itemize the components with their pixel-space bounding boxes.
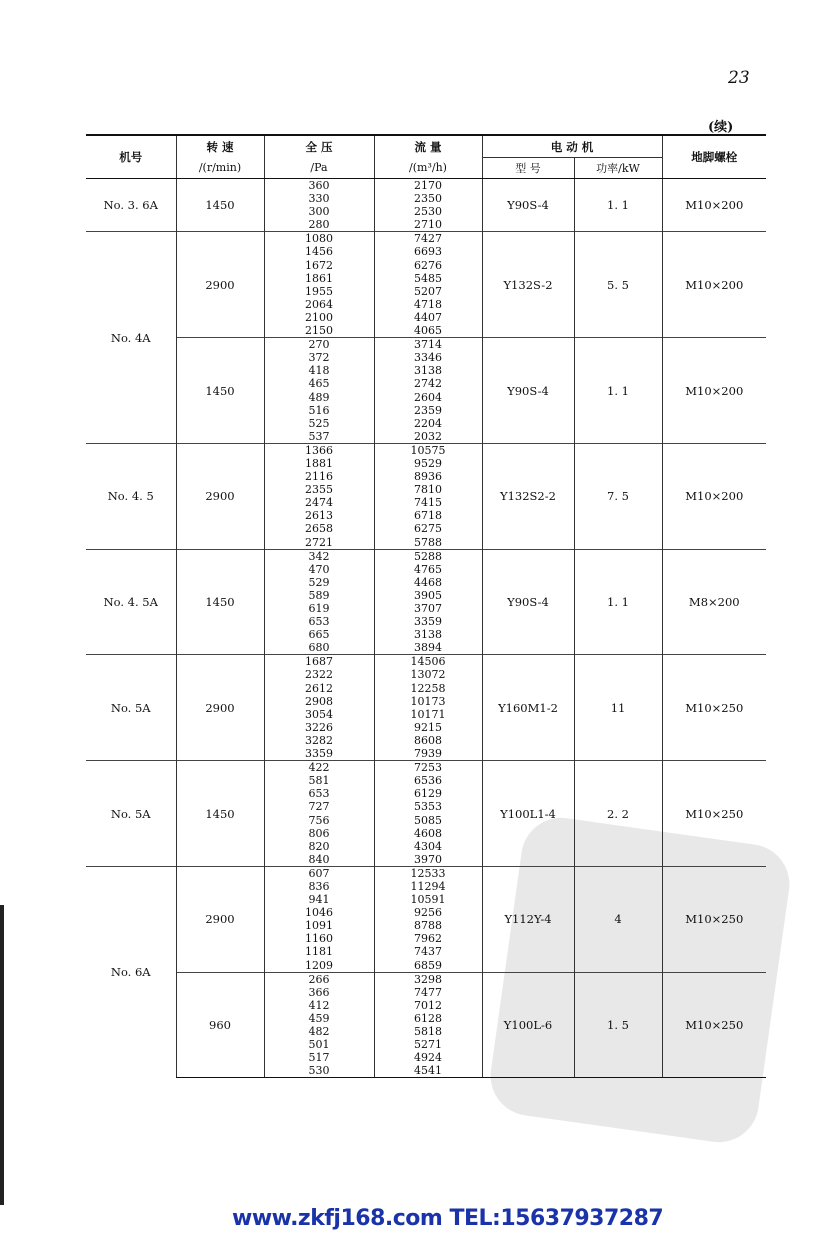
pressure-value: 516	[308, 403, 330, 417]
table-row	[86, 761, 766, 867]
flow-value: 3905	[414, 588, 442, 602]
flow-value: 11294	[410, 879, 446, 893]
pressure-value: 1046	[305, 906, 333, 920]
pressure-value: 1091	[305, 919, 333, 933]
flow-value: 10575	[410, 443, 446, 457]
pressure-value: 1080	[305, 232, 333, 246]
pressure-value: 3282	[305, 733, 333, 747]
flow-list	[374, 443, 482, 549]
pressure-value: 2100	[305, 310, 333, 324]
motor-power-cell: 1. 5	[574, 972, 662, 1078]
pressure-value: 2150	[305, 324, 333, 338]
pressure-value: 2116	[305, 470, 333, 484]
pressure-list	[264, 655, 374, 761]
flow-value: 4541	[414, 1064, 442, 1078]
pressure-list	[264, 179, 374, 232]
pressure-value: 1861	[305, 271, 333, 285]
flow-value: 12258	[410, 681, 446, 695]
table-row	[86, 655, 766, 761]
pressure-value: 2322	[305, 668, 333, 682]
pressure-value: 840	[308, 852, 330, 866]
header-motor-type: 型 号	[482, 158, 574, 179]
flow-value: 5288	[414, 549, 442, 563]
pressure-value: 1687	[305, 655, 333, 669]
pressure-value: 756	[308, 813, 330, 827]
model-cell: No. 4A	[86, 232, 176, 444]
flow-value: 7437	[414, 945, 442, 959]
flow-value: 7962	[414, 932, 442, 946]
pressure-value: 820	[308, 839, 330, 853]
flow-value: 3894	[414, 641, 442, 655]
flow-list	[374, 761, 482, 867]
pressure-value: 517	[308, 1051, 330, 1065]
pressure-value: 836	[308, 879, 330, 893]
flow-value: 3346	[414, 351, 442, 365]
speed-cell: 2900	[176, 866, 264, 972]
flow-value: 7810	[414, 483, 442, 497]
flow-value: 7477	[414, 985, 442, 999]
pressure-value: 806	[308, 826, 330, 840]
pressure-value: 530	[308, 1064, 330, 1078]
flow-value: 4924	[414, 1051, 442, 1065]
pressure-value: 2908	[305, 694, 333, 708]
flow-value: 3298	[414, 972, 442, 986]
flow-value: 5085	[414, 813, 442, 827]
table-row	[86, 179, 766, 232]
flow-value: 10591	[410, 893, 446, 907]
page-number: 23	[728, 68, 750, 88]
pressure-list	[264, 866, 374, 972]
model-cell: No. 4. 5	[86, 443, 176, 549]
flow-list	[374, 549, 482, 655]
flow-value: 9256	[414, 906, 442, 920]
flow-value: 6536	[414, 774, 442, 788]
pressure-value: 680	[308, 641, 330, 655]
bolt-cell: M10×250	[662, 761, 766, 867]
pressure-value: 619	[308, 602, 330, 615]
speed-cell: 2900	[176, 655, 264, 761]
motor-type-cell: Y132S-2	[482, 232, 574, 338]
pressure-value: 581	[308, 774, 330, 788]
flow-value: 6693	[414, 245, 442, 259]
header-flow: 流 量	[374, 135, 482, 158]
pressure-value: 2658	[305, 522, 333, 536]
pressure-value: 2721	[305, 535, 333, 549]
flow-value: 5485	[414, 271, 442, 285]
pressure-list	[264, 761, 374, 867]
page-edge-shadow	[0, 905, 4, 1205]
pressure-value: 412	[308, 998, 330, 1012]
pressure-value: 1881	[305, 456, 333, 470]
motor-power-cell: 5. 5	[574, 232, 662, 338]
motor-type-cell: Y100L-6	[482, 972, 574, 1078]
pressure-value: 422	[308, 761, 330, 775]
bolt-cell: M10×200	[662, 338, 766, 444]
flow-value: 3138	[414, 628, 442, 642]
pressure-value: 525	[308, 416, 330, 430]
pressure-value: 1160	[305, 932, 333, 946]
flow-value: 6718	[414, 509, 442, 523]
header-pressure: 全 压	[264, 135, 374, 158]
pressure-value: 1366	[305, 443, 333, 457]
fan-spec-table	[86, 134, 766, 1078]
header-motor: 电 动 机	[482, 135, 662, 158]
pressure-value: 360	[308, 179, 330, 192]
pressure-value: 489	[308, 390, 330, 404]
motor-power-cell: 1. 1	[574, 179, 662, 232]
pressure-value: 342	[308, 549, 330, 563]
pressure-value: 2613	[305, 509, 333, 523]
motor-type-cell: Y132S2-2	[482, 443, 574, 549]
table-row	[86, 549, 766, 655]
flow-value: 4065	[414, 324, 442, 338]
motor-type-cell: Y100L1-4	[482, 761, 574, 867]
pressure-value: 3359	[305, 747, 333, 761]
bolt-cell: M10×200	[662, 232, 766, 338]
speed-cell: 1450	[176, 179, 264, 232]
flow-value: 8788	[414, 919, 442, 933]
pressure-value: 465	[308, 377, 330, 391]
motor-type-cell: Y112Y-4	[482, 866, 574, 972]
pressure-value: 501	[308, 1038, 330, 1052]
flow-value: 7427	[414, 232, 442, 246]
flow-value: 8608	[414, 733, 442, 747]
header-bolt: 地脚螺栓	[662, 135, 766, 179]
continued-label: (续)	[708, 120, 734, 135]
motor-type-cell: Y90S-4	[482, 179, 574, 232]
flow-value: 12533	[410, 866, 446, 880]
header-flow-unit: /(m³/h)	[374, 158, 482, 179]
model-cell: No. 3. 6A	[86, 179, 176, 232]
motor-power-cell: 1. 1	[574, 338, 662, 444]
flow-value: 4608	[414, 826, 442, 840]
flow-list	[374, 972, 482, 1078]
pressure-list	[264, 549, 374, 655]
pressure-value: 482	[308, 1025, 330, 1038]
flow-value: 5353	[414, 800, 442, 814]
pressure-value: 3054	[305, 707, 333, 721]
flow-value: 5207	[414, 284, 442, 298]
flow-value: 9529	[414, 456, 442, 470]
header-pressure-unit: /Pa	[264, 158, 374, 179]
flow-list	[374, 338, 482, 444]
flow-value: 3970	[414, 852, 442, 866]
model-cell: No. 4. 5A	[86, 549, 176, 655]
pressure-value: 607	[308, 866, 330, 880]
speed-cell: 2900	[176, 232, 264, 338]
header-motor-power: 功率/kW	[574, 158, 662, 179]
pressure-value: 270	[308, 338, 330, 352]
pressure-value: 372	[308, 351, 330, 365]
motor-type-cell: Y90S-4	[482, 338, 574, 444]
model-cell: No. 5A	[86, 655, 176, 761]
motor-power-cell: 2. 2	[574, 761, 662, 867]
table-row	[86, 232, 766, 338]
flow-value: 2170	[414, 179, 442, 192]
flow-value: 10171	[410, 707, 446, 721]
pressure-value: 529	[308, 575, 330, 589]
flow-value: 5788	[414, 535, 442, 549]
motor-type-cell: Y90S-4	[482, 549, 574, 655]
pressure-value: 418	[308, 364, 330, 378]
flow-value: 14506	[410, 655, 446, 669]
speed-cell: 1450	[176, 338, 264, 444]
pressure-value: 1209	[305, 958, 333, 972]
flow-value: 4765	[414, 562, 442, 576]
flow-value: 3138	[414, 364, 442, 378]
flow-value: 10173	[410, 694, 446, 708]
pressure-value: 2064	[305, 297, 333, 311]
flow-value: 6129	[414, 787, 442, 801]
pressure-value: 366	[308, 985, 330, 999]
pressure-value: 2355	[305, 483, 333, 497]
table-row	[86, 972, 766, 1078]
flow-value: 7253	[414, 761, 442, 775]
pressure-list	[264, 443, 374, 549]
bolt-cell: M10×250	[662, 655, 766, 761]
pressure-value: 941	[308, 893, 330, 907]
model-cell: No. 5A	[86, 761, 176, 867]
motor-power-cell: 7. 5	[574, 443, 662, 549]
flow-list	[374, 179, 482, 232]
pressure-value: 653	[308, 787, 330, 801]
flow-value: 2032	[414, 429, 442, 443]
flow-value: 5818	[414, 1025, 442, 1038]
bolt-cell: M10×200	[662, 179, 766, 232]
header-speed-unit: /(r/min)	[176, 158, 264, 179]
pressure-value: 1456	[305, 245, 333, 259]
flow-list	[374, 232, 482, 338]
flow-value: 4304	[414, 839, 442, 853]
pressure-list	[264, 232, 374, 338]
pressure-value: 537	[308, 429, 330, 443]
flow-value: 7939	[414, 747, 442, 761]
speed-cell: 960	[176, 972, 264, 1078]
pressure-value: 589	[308, 588, 330, 602]
flow-value: 2710	[414, 218, 442, 232]
flow-value: 3707	[414, 602, 442, 615]
pressure-value: 300	[308, 205, 330, 219]
flow-value: 7012	[414, 998, 442, 1012]
bolt-cell: M10×250	[662, 866, 766, 972]
pressure-value: 459	[308, 1011, 330, 1025]
pressure-list	[264, 972, 374, 1078]
flow-value: 2530	[414, 205, 442, 219]
table-row	[86, 866, 766, 972]
flow-value: 6276	[414, 258, 442, 272]
speed-cell: 2900	[176, 443, 264, 549]
speed-cell: 1450	[176, 549, 264, 655]
flow-value: 7415	[414, 496, 442, 510]
flow-value: 8936	[414, 470, 442, 484]
model-cell: No. 6A	[86, 866, 176, 1078]
bolt-cell: M10×250	[662, 972, 766, 1078]
pressure-value: 1672	[305, 258, 333, 272]
motor-power-cell: 1. 1	[574, 549, 662, 655]
pressure-value: 280	[308, 218, 330, 232]
pressure-value: 2612	[305, 681, 333, 695]
pressure-value: 665	[308, 628, 330, 642]
motor-type-cell: Y160M1-2	[482, 655, 574, 761]
pressure-value: 2474	[305, 496, 333, 510]
flow-list	[374, 655, 482, 761]
table-row	[86, 443, 766, 549]
flow-value: 3359	[414, 615, 442, 629]
header-model: 机号	[86, 135, 176, 179]
header-speed: 转 速	[176, 135, 264, 158]
flow-value: 4718	[414, 297, 442, 311]
flow-value: 2742	[414, 377, 442, 391]
pressure-value: 470	[308, 562, 330, 576]
flow-value: 4407	[414, 310, 442, 324]
flow-value: 13072	[410, 668, 446, 682]
flow-value: 9215	[414, 720, 442, 734]
pressure-value: 653	[308, 615, 330, 629]
flow-value: 2350	[414, 192, 442, 206]
flow-value: 5271	[414, 1038, 442, 1052]
motor-power-cell: 11	[574, 655, 662, 761]
flow-value: 4468	[414, 575, 442, 589]
footer-contact-link[interactable]: www.zkfj168.com TEL:15637937287	[232, 1206, 664, 1231]
bolt-cell: M8×200	[662, 549, 766, 655]
pressure-value: 727	[308, 800, 330, 814]
bolt-cell: M10×200	[662, 443, 766, 549]
flow-value: 3714	[414, 338, 442, 352]
flow-value: 2204	[414, 416, 442, 430]
motor-power-cell: 4	[574, 866, 662, 972]
flow-list	[374, 866, 482, 972]
flow-value: 2604	[414, 390, 442, 404]
pressure-list	[264, 338, 374, 444]
pressure-value: 330	[308, 192, 330, 206]
pressure-value: 1955	[305, 284, 333, 298]
flow-value: 2359	[414, 403, 442, 417]
flow-value: 6128	[414, 1011, 442, 1025]
pressure-value: 1181	[305, 945, 333, 959]
pressure-value: 3226	[305, 720, 333, 734]
flow-value: 6859	[414, 958, 442, 972]
pressure-value: 266	[308, 972, 330, 986]
flow-value: 6275	[414, 522, 442, 536]
table-row	[86, 338, 766, 444]
speed-cell: 1450	[176, 761, 264, 867]
